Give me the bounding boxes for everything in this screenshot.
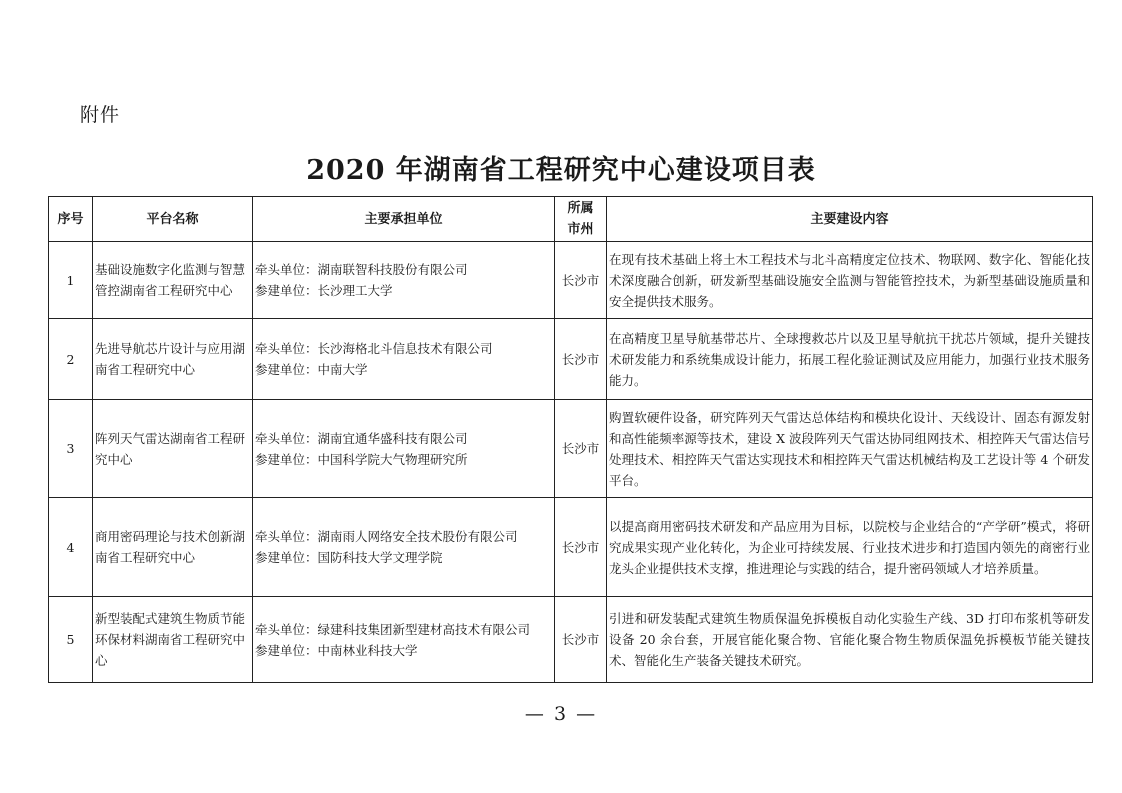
header-no: 序号 bbox=[49, 197, 93, 242]
header-city bbox=[555, 197, 607, 242]
construction-content: 购置软硬件设备，研究阵列天气雷达总体结构和模块化设计、天线设计、固态有源发射和高性能频率源等技术，建设 X 波段阵列天气雷达协同组网技术、相控阵天气雷达信号处理技术、相控阵天气雷达实现技术和相控阵天气雷达机械结构及工艺设计等 4 个研发平台。 bbox=[607, 400, 1093, 498]
platform-name: 先进导航芯片设计与应用湖南省工程研究中心 bbox=[93, 319, 253, 400]
header-name: 平台名称 bbox=[93, 197, 253, 242]
platform-name: 阵列天气雷达湖南省工程研究中心 bbox=[93, 400, 253, 498]
table-row bbox=[49, 319, 1093, 400]
units-cell bbox=[253, 319, 555, 400]
city: 长沙市 bbox=[555, 319, 607, 400]
lead-unit: 牵头单位：湖南宜通华盛科技有限公司 bbox=[255, 430, 468, 446]
partner-unit: 参建单位：中国科学院大气物理研究所 bbox=[255, 451, 468, 467]
partner-unit: 参建单位：中南林业科技大学 bbox=[255, 642, 418, 658]
header-units: 主要承担单位 bbox=[253, 197, 555, 242]
city: 长沙市 bbox=[555, 597, 607, 683]
project-table bbox=[48, 196, 1093, 683]
header-row bbox=[49, 197, 1093, 242]
document-title: 2020 年湖南省工程研究中心建设项目表 bbox=[306, 155, 816, 186]
units-cell bbox=[253, 400, 555, 498]
table-row bbox=[49, 498, 1093, 597]
construction-content: 在高精度卫星导航基带芯片、全球搜救芯片以及卫星导航抗干扰芯片领域，提升关键技术研发能力和系统集成设计能力，拓展工程化验证测试及应用能力，加强行业技术服务能力。 bbox=[607, 319, 1093, 400]
units-cell bbox=[253, 498, 555, 597]
attachment-label: 附件 bbox=[80, 104, 121, 126]
lead-unit: 牵头单位：绿建科技集团新型建材高技术有限公司 bbox=[255, 621, 531, 637]
row-number: 5 bbox=[49, 597, 93, 683]
platform-name: 商用密码理论与技术创新湖南省工程研究中心 bbox=[93, 498, 253, 597]
city: 长沙市 bbox=[555, 498, 607, 597]
partner-unit: 参建单位：长沙理工大学 bbox=[255, 283, 393, 298]
lead-unit: 牵头单位：湖南雨人网络安全技术股份有限公司 bbox=[255, 529, 518, 544]
city: 长沙市 bbox=[555, 400, 607, 498]
lead-unit: 牵头单位：湖南联智科技股份有限公司 bbox=[255, 262, 468, 277]
partner-unit: 参建单位：中南大学 bbox=[255, 362, 368, 377]
row-number: 4 bbox=[49, 498, 93, 597]
table-row bbox=[49, 597, 1093, 683]
table-header bbox=[49, 197, 1093, 242]
header-city-line2: 市州 bbox=[567, 222, 594, 237]
row-number: 3 bbox=[49, 400, 93, 498]
platform-name: 基础设施数字化监测与智慧管控湖南省工程研究中心 bbox=[93, 242, 253, 319]
city: 长沙市 bbox=[555, 242, 607, 319]
units-cell bbox=[253, 597, 555, 683]
row-number: 2 bbox=[49, 319, 93, 400]
units-cell bbox=[253, 242, 555, 319]
table-row bbox=[49, 400, 1093, 498]
row-number: 1 bbox=[49, 242, 93, 319]
construction-content: 在现有技术基础上将土木工程技术与北斗高精度定位技术、物联网、数字化、智能化技术深度融合创新，研发新型基础设施安全监测与智能管控技术，为新型基础设施质量和安全提供技术服务。 bbox=[607, 242, 1093, 319]
platform-name: 新型装配式建筑生物质节能环保材料湖南省工程研究中心 bbox=[93, 597, 253, 683]
header-content: 主要建设内容 bbox=[607, 197, 1093, 242]
lead-unit: 牵头单位：长沙海格北斗信息技术有限公司 bbox=[255, 341, 493, 356]
partner-unit: 参建单位：国防科技大学文理学院 bbox=[255, 550, 443, 565]
construction-content: 引进和研发装配式建筑生物质保温免拆模板自动化实验生产线、3D 打印布浆机等研发设备 20 余台套，开展官能化聚合物、官能化聚合物生物质保温免拆模板节能关键技术、智能化生产装备关键技术研究。 bbox=[607, 597, 1093, 683]
table-row bbox=[49, 242, 1093, 319]
page-number: — 3 — bbox=[524, 703, 598, 725]
construction-content: 以提高商用密码技术研发和产品应用为目标，以院校与企业结合的“产学研”模式，将研究成果实现产业化转化，为企业可持续发展、行业技术进步和打造国内领先的商密行业龙头企业提供技术支撑，推进理论与实践的结合，提升密码领域人才培养质量。 bbox=[607, 498, 1093, 597]
header-city-line1: 所属 bbox=[567, 201, 594, 216]
